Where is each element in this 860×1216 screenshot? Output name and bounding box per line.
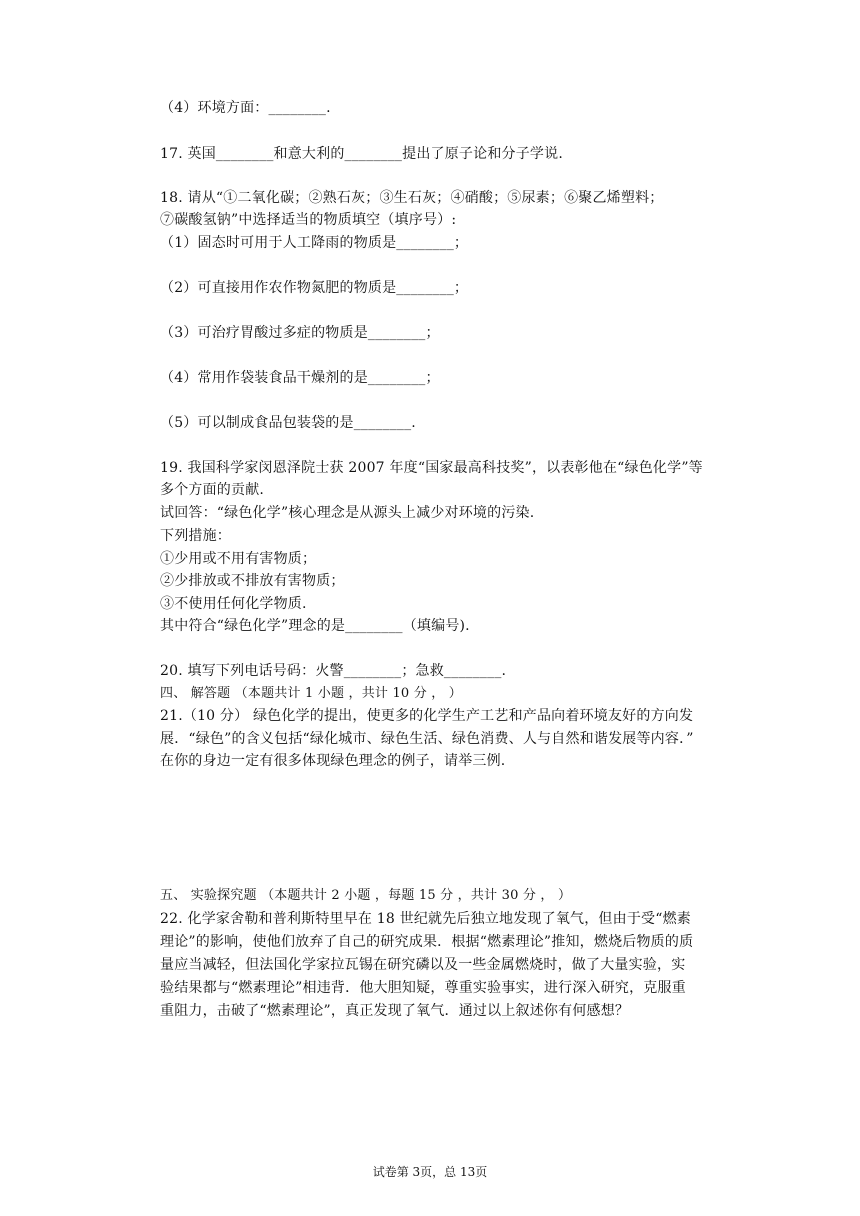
question-18-part1: （1）固态时可用于人工降雨的物质是________； [160,235,469,251]
question-19-line1: 19. 我国科学家闵恩泽院士获 2007 年度“国家最高科技奖”，以表彰他在“绿色化学”等 [160,460,703,476]
q16-part4: （4）环境方面：________. [160,100,331,116]
question-22-line5: 重阻力，击破了“燃素理论”，真正发现了氧气．通过以上叙述你有何感想？ [160,1003,630,1019]
question-20: 20. 填写下列电话号码：火警________；急救________. [160,663,507,679]
question-21-line1: 21.（10 分） 绿色化学的提出，使更多的化学生产工艺和产品向着环境友好的方向发 [160,708,694,724]
page-footer: 试卷第 3页，总 13页 [372,1165,488,1179]
question-18-part5: （5）可以制成食品包装袋的是________. [160,415,416,431]
question-18-part4: （4）常用作袋装食品干燥剂的是________； [160,370,440,386]
question-22-line1: 22. 化学家舍勒和普利斯特里早在 18 世纪就先后独立地发现了氧气，但由于受“燃素 [160,911,691,927]
question-22-line2: 理论”的影响，使他们放弃了自己的研究成果．根据“燃素理论”推知，燃烧后物质的质 [160,934,694,950]
question-19-option1: ①少用或不用有害物质； [160,551,317,567]
question-19-line3: 试回答：“绿色化学”核心理念是从源头上减少对环境的污染. [160,505,535,521]
question-19-line5: 其中符合“绿色化学”理念的是________（填编号). [160,618,470,634]
question-21-line2: 展．“绿色”的含义包括“绿化城市、绿色生活、绿色消费、人与自然和谐发展等内容．” [160,731,694,747]
question-18-line2: ⑦碳酸氢钠”中选择适当的物质填空（填序号）: [160,212,457,228]
question-19-option3: ③不使用任何化学物质. [160,596,307,612]
question-22-line4: 验结果都与“燃素理论”相违背．他大胆知疑，尊重实验事实，进行深入研究，克服重 [160,980,686,996]
question-19-line4: 下列措施： [160,528,231,544]
question-18-line1: 18. 请从“①二氧化碳；②熟石灰；③生石灰；④硝酸；⑤尿素；⑥聚乙烯塑料； [160,190,664,206]
question-21-line3: 在你的身边一定有很多体现绿色理念的例子，请举三例. [160,753,506,769]
question-22-line3: 量应当减轻，但法国化学家拉瓦锡在研究磷以及一些金属燃烧时，做了大量实验，实 [160,957,686,973]
question-18-part2: （2）可直接用作农作物氮肥的物质是________； [160,280,469,296]
section-4-header: 四、 解答题 （本题共计 1 小题 ，共计 10 分 ， ） [160,686,463,701]
section-5-header: 五、 实验探究题 （本题共计 2 小题 ，每题 15 分 ，共计 30 分 ， ） [160,888,572,903]
question-18-part3: （3）可治疗胃酸过多症的物质是________； [160,325,440,341]
question-17: 17. 英国________和意大利的________提出了原子论和分子学说. [160,146,563,162]
question-19-option2: ②少排放或不排放有害物质； [160,573,345,589]
question-19-line2: 多个方面的贡献. [160,482,265,498]
